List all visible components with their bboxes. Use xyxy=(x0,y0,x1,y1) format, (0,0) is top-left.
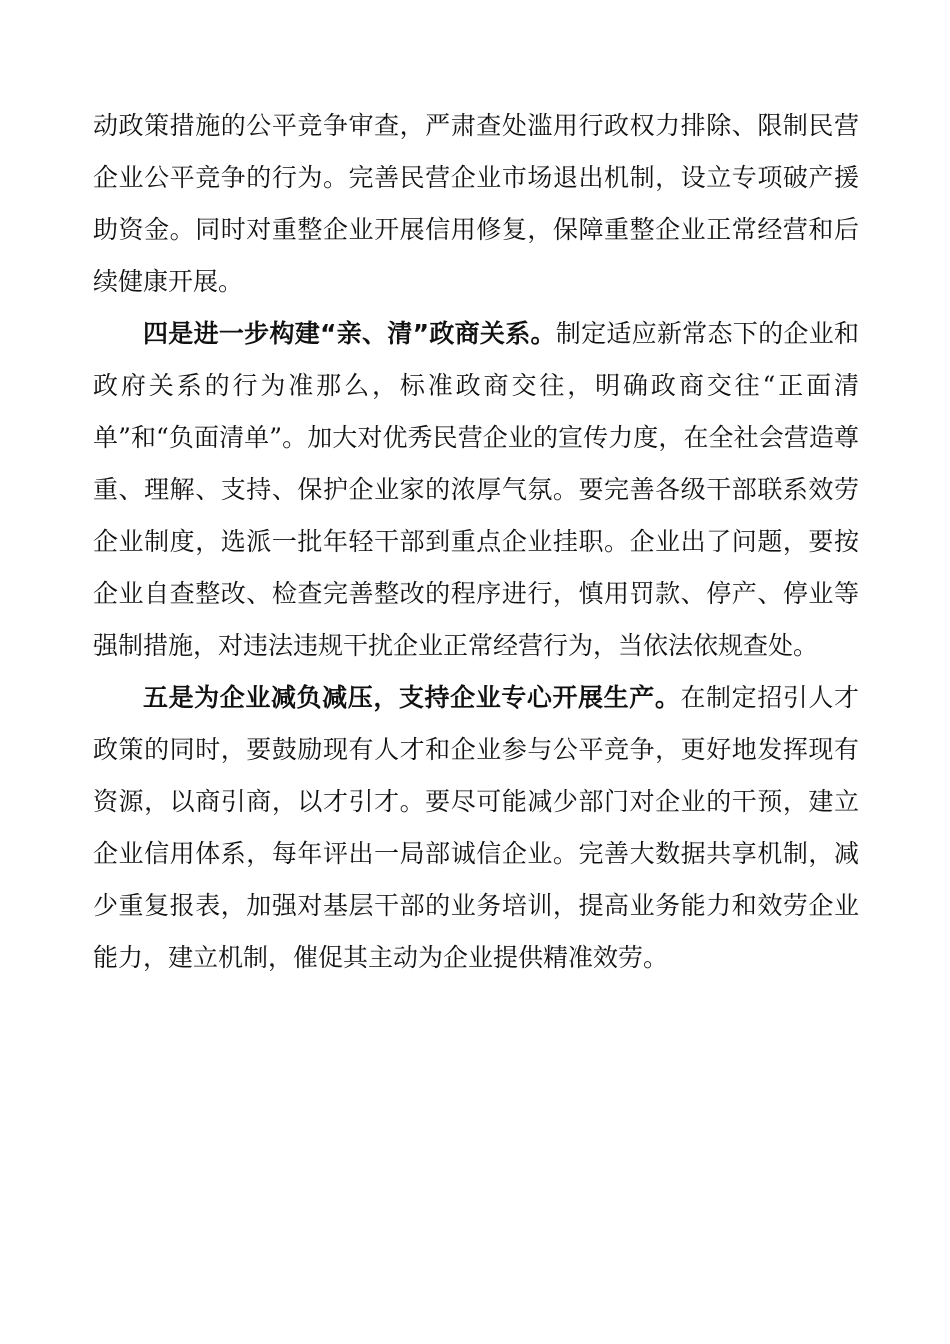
paragraph-point-five xyxy=(93,672,859,984)
paragraph-continuation xyxy=(93,100,859,308)
paragraph-lead-heading: 四是进一步构建“亲、清”政商关系。 xyxy=(143,319,556,348)
paragraph-lead-heading: 五是为企业减负减压，支持企业专心开展生产。 xyxy=(143,683,681,712)
paragraph-text: 动政策措施的公平竞争审查，严肃查处滥用行政权力排除、限制民营企业公平竞争的行为。完善民营企业市场退出机制，设立专项破产援助资金。同时对重整企业开展信用修复，保障重整企业正常经营和后续健康开展。 xyxy=(93,111,859,296)
document-page xyxy=(93,100,859,984)
paragraph-text: 制定适应新常态下的企业和政府关系的行为准那么，标准政商交往，明确政商交往“正面清单”和“负面清单”。加大对优秀民营企业的宣传力度，在全社会营造尊重、理解、支持、保护企业家的浓厚气氛。要完善各级干部联系效劳企业制度，选派一批年轻干部到重点企业挂职。企业出了问题，要按企业自查整改、检查完善整改的程序进行，慎用罚款、停产、停业等强制措施，对违法违规干扰企业正常经营行为，当依法依规查处。 xyxy=(93,319,859,660)
paragraph-text: 在制定招引人才政策的同时，要鼓励现有人才和企业参与公平竞争，更好地发挥现有资源，以商引商，以才引才。要尽可能减少部门对企业的干预，建立企业信用体系，每年评出一局部诚信企业。完善大数据共享机制，减少重复报表，加强对基层干部的业务培训，提高业务能力和效劳企业能力，建立机制，催促其主动为企业提供精准效劳。 xyxy=(93,683,859,972)
paragraph-point-four xyxy=(93,308,859,672)
